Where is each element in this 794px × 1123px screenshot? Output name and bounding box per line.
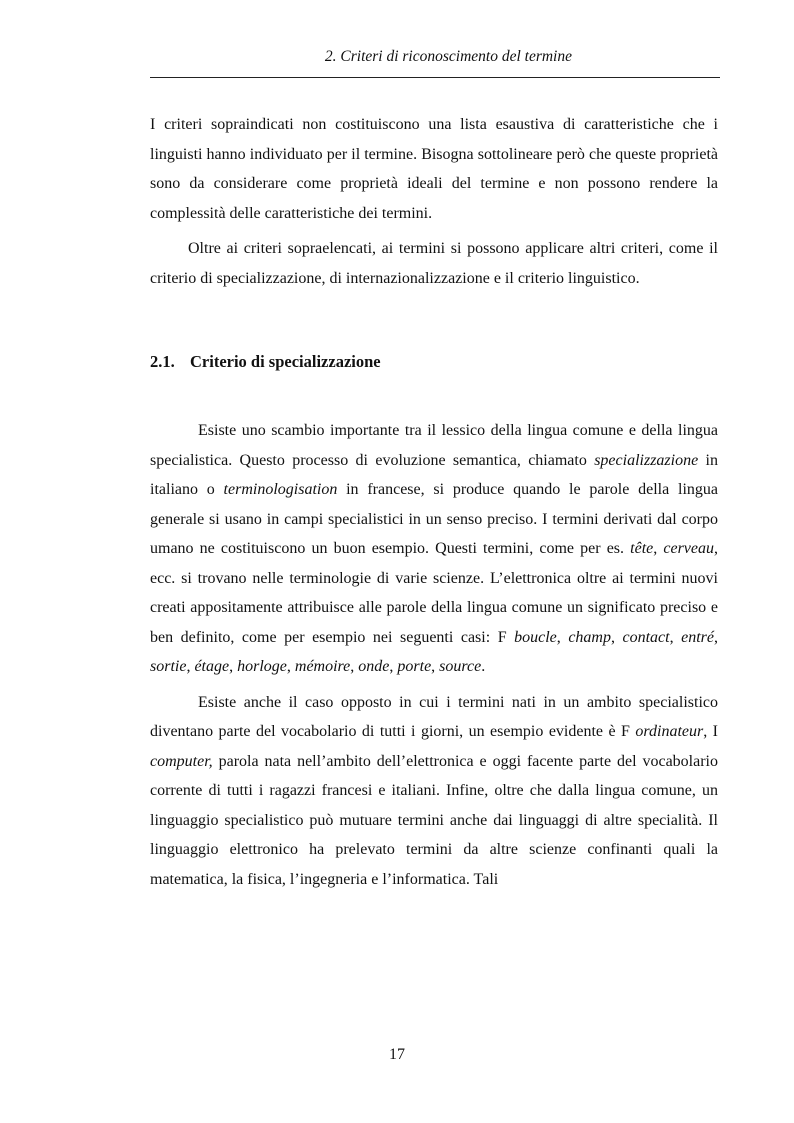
page-number: 17 [389, 1046, 405, 1063]
term-italic: étage [194, 658, 230, 675]
term-italic: contact [622, 628, 670, 646]
term-italic: terminologisation [223, 481, 338, 498]
term-italic: mémoire [294, 658, 351, 675]
paragraph-2: Oltre ai criteri sopraelencati, ai termini si possono applicare altri criteri, come il criterio di specializzazione, di internazionalizzazione e il criterio linguistico. [150, 240, 718, 287]
header-divider [150, 77, 720, 78]
term-italic: tête [630, 540, 654, 557]
running-header: 2. Criteri di riconoscimento del termine [324, 48, 572, 65]
term-italic: computer, [150, 752, 213, 770]
term-italic: champ [568, 628, 611, 646]
term-italic: source [439, 658, 482, 675]
page-body [150, 110, 718, 894]
section-number: 2.1. [150, 352, 175, 371]
term-italic: horloge [237, 658, 287, 675]
term-italic: specializzazione [594, 451, 699, 469]
section-heading [150, 347, 718, 376]
term-italic: onde [358, 658, 390, 675]
paragraph-3: Esiste uno scambio importante tra il lessico della lingua comune e della lingua specialistica. Questo processo di evoluzione semantica, chiamato specializzazione in italiano o terminologisation in francese, si produce quando le parole della lingua generale si usano in campi specialistici in un senso preciso. I termini derivati dal corpo umano ne costituiscono un buon esempio. Questi termini, come per es. tête, cerveau, ecc. si trovano nelle terminologie di varie scienze. L’elettronica oltre ai termini nuovi creati appositamente attribuisce alle parole della lingua comune un significato preciso e ben definito, come per esempio nei seguenti casi: F boucle, champ, contact, entré, sortie, étage, horloge, mémoire, onde, porte, source. [150, 422, 719, 675]
term-italic: ordinateur [635, 723, 704, 740]
section-title: Criterio di specializzazione [190, 352, 381, 371]
paragraph-4: Esiste anche il caso opposto in cui i termini nati in un ambito specialistico diventano parte del vocabolario di tutti i giorni, un esempio evidente è F ordinateur, I computer, parola nata nell’ambito dell’elettronica e oggi facente parte del vocabolario corrente di tutti i ragazzi francesi e italiani. Infine, oltre che dalla lingua comune, un linguaggio specialistico può mutuare termini anche dai linguaggi di altre specialità. Il linguaggio elettronico ha prelevato termini da altre scienze confinanti quali la matematica, la fisica, l’ingegneria e l’informatica. Tali [150, 693, 719, 888]
term-italic: porte [397, 658, 432, 675]
paragraph-1: I criteri sopraindicati non costituiscono una lista esaustiva di caratteristiche che i linguisti hanno individuato per il termine. Bisogna sottolineare però che queste proprietà sono da considerare come proprietà ideali del termine e non possono rendere la complessità delle caratteristiche dei termini. [150, 116, 718, 222]
term-italic: entré [681, 628, 714, 646]
term-italic: sortie [150, 658, 187, 675]
term-italic: cerveau [663, 540, 715, 557]
term-italic: boucle [514, 628, 557, 646]
